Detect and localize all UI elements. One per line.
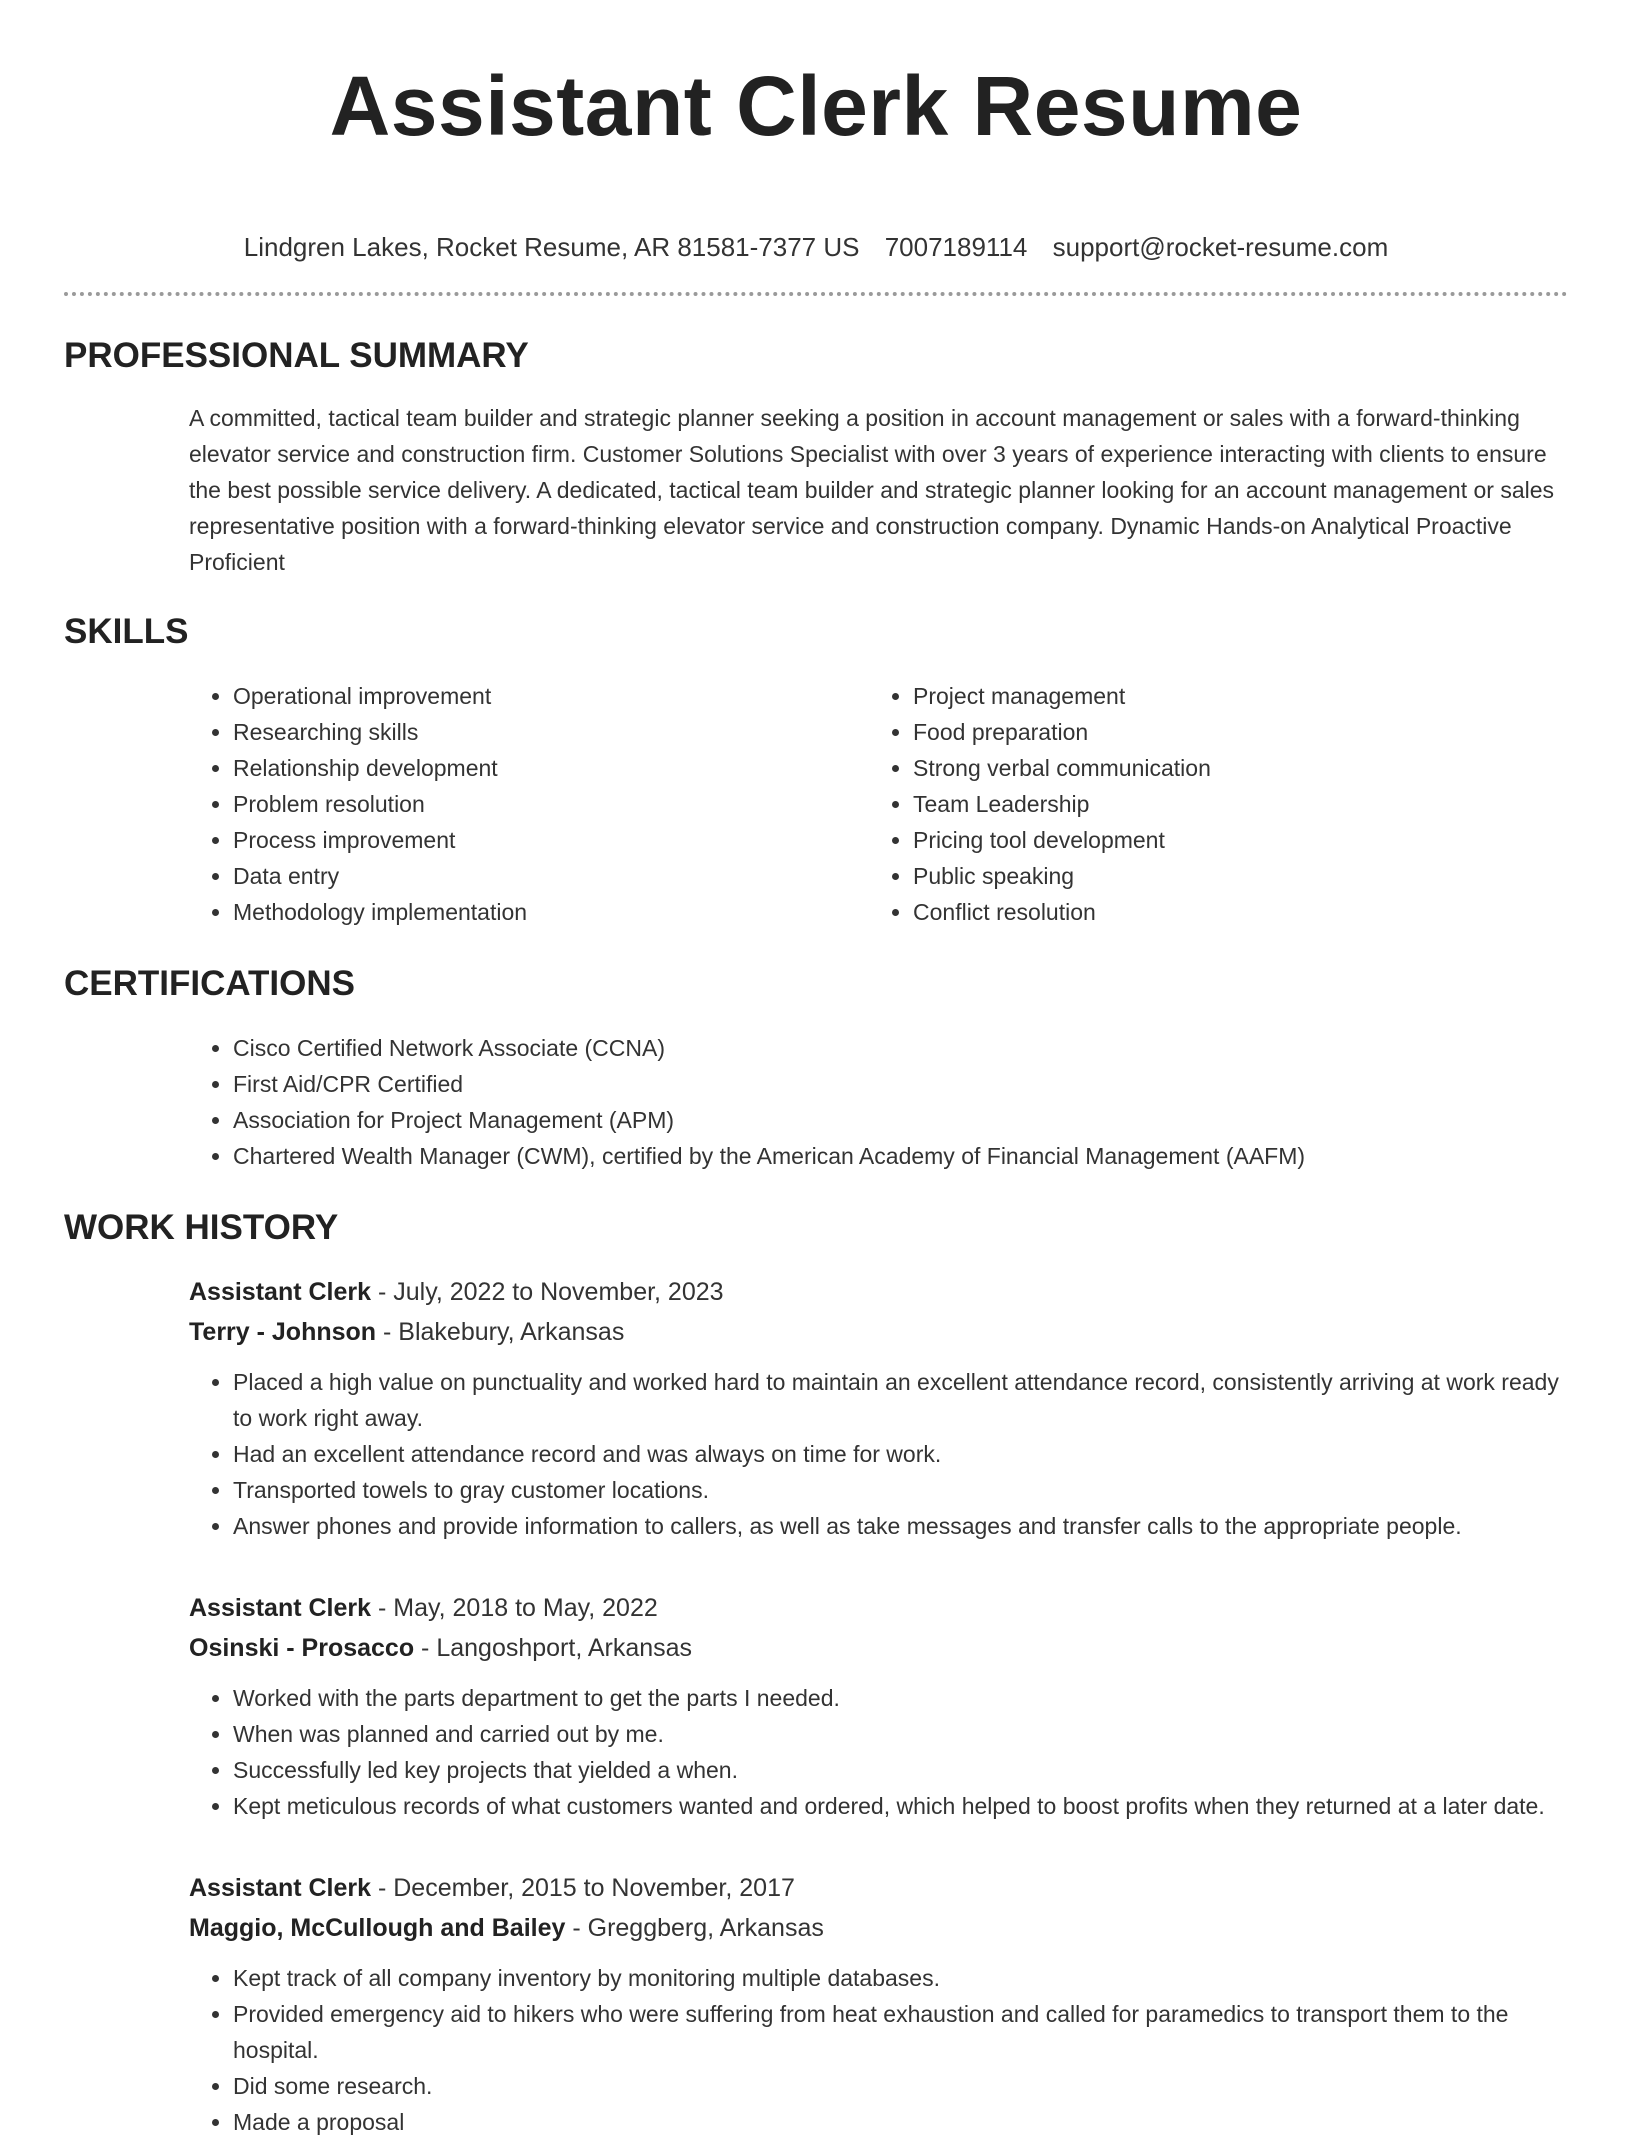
job-bullets [189, 1680, 1568, 1824]
contact-phone: 7007189114 [884, 232, 1028, 262]
skill-item: • Process improvement [233, 822, 869, 858]
summary-text: A committed, tactical team builder and strategic planner seeking a position in account management or sales with a forward-thinking elevator service and construction firm. Customer Solutions Specialist with over 3 years of experience interacting with clients to ensure the best possible service delivery. A dedicated, tactical team builder and strategic planner looking for an account management or sales representative position with a forward-thinking elevator service and construction company. Dynamic Hands-on Analytical Proactive Proficient [189, 405, 1555, 575]
skills-list-right [869, 678, 1549, 930]
summary-section [64, 334, 1568, 580]
section-heading-skills: SKILLS [64, 612, 189, 651]
job-entry [189, 1272, 1568, 1544]
job-bullet: • Had an excellent attendance record and was always on time for work. [233, 1436, 1568, 1472]
job-company-line [189, 1628, 1568, 1668]
job-location: - Langoshport, Arkansas [414, 1634, 693, 1662]
job-bullet: • Kept track of all company inventory by monitoring multiple databases. [233, 1960, 1568, 1996]
job-bullet: • Answer phones and provide information to callers, as well as take messages and transfer calls to the appropriate people. [233, 1508, 1568, 1544]
skills-list-left [189, 678, 869, 930]
job-bullet: • Made a proposal [233, 2104, 1568, 2140]
section-heading-work-history: WORK HISTORY [64, 1208, 339, 1247]
job-title-line [189, 1588, 1568, 1628]
skill-item: • Pricing tool development [913, 822, 1549, 858]
skills-section [64, 610, 1568, 930]
job-title: Assistant Clerk [189, 1874, 372, 1902]
skill-item: • Data entry [233, 858, 869, 894]
job-dates: - July, 2022 to November, 2023 [371, 1278, 724, 1306]
job-bullets [189, 1960, 1568, 2140]
job-company-line [189, 1312, 1568, 1352]
resume-title: Assistant Clerk Resume [329, 59, 1303, 153]
contact-email: support@rocket-resume.com [1052, 232, 1389, 262]
skills-column-left [189, 678, 869, 930]
skill-item: • Relationship development [233, 750, 869, 786]
job-dates: - May, 2018 to May, 2022 [371, 1594, 658, 1622]
job-bullet: • Placed a high value on punctuality and worked hard to maintain an excellent attendance record, consistently arriving at work ready to work right away. [233, 1364, 1568, 1436]
skills-column-right [869, 678, 1549, 930]
skills-columns [189, 678, 1568, 930]
job-bullet: • Provided emergency aid to hikers who were suffering from heat exhaustion and called for paramedics to transport them to the hospital. [233, 1996, 1568, 2068]
skill-item: • Problem resolution [233, 786, 869, 822]
skill-item: • Methodology implementation [233, 894, 869, 930]
header-divider [64, 292, 1568, 296]
contact-line [64, 230, 1568, 264]
job-bullet: • When was planned and carried out by me. [233, 1716, 1568, 1752]
certification-item: • Association for Project Management (APM) [233, 1102, 1568, 1138]
certification-item: • Cisco Certified Network Associate (CCNA) [233, 1030, 1568, 1066]
job-bullets [189, 1364, 1568, 1544]
job-title: Assistant Clerk [189, 1278, 372, 1306]
certifications-list [189, 1030, 1568, 1174]
skill-item: • Conflict resolution [913, 894, 1549, 930]
job-bullet: • Did some research. [233, 2068, 1568, 2104]
resume-page [64, 0, 1568, 2140]
job-entry [189, 1868, 1568, 2140]
skill-item: • Food preparation [913, 714, 1549, 750]
skill-item: • Researching skills [233, 714, 869, 750]
job-bullet: • Transported towels to gray customer locations. [233, 1472, 1568, 1508]
skill-item: • Strong verbal communication [913, 750, 1549, 786]
work-history-section [64, 1206, 1568, 2140]
job-location: - Greggberg, Arkansas [565, 1914, 824, 1942]
section-heading-summary: PROFESSIONAL SUMMARY [64, 336, 529, 375]
skill-item: • Team Leadership [913, 786, 1549, 822]
job-bullet: • Successfully led key projects that yielded a when. [233, 1752, 1568, 1788]
certification-item: • Chartered Wealth Manager (CWM), certified by the American Academy of Financial Management (AAFM) [233, 1138, 1568, 1174]
skill-item: • Operational improvement [233, 678, 869, 714]
certifications-list-wrap [189, 1030, 1568, 1174]
job-company-line [189, 1908, 1568, 1948]
job-company: Terry - Johnson [189, 1318, 377, 1346]
job-title-line [189, 1272, 1568, 1312]
job-company: Osinski - Prosacco [189, 1634, 415, 1662]
job-title-line [189, 1868, 1568, 1908]
job-location: - Blakebury, Arkansas [376, 1318, 625, 1346]
job-title: Assistant Clerk [189, 1594, 372, 1622]
job-dates: - December, 2015 to November, 2017 [371, 1874, 795, 1902]
job-bullet: • Worked with the parts department to get the parts I needed. [233, 1680, 1568, 1716]
job-entry [189, 1588, 1568, 1824]
section-heading-certifications: CERTIFICATIONS [64, 964, 356, 1003]
job-company: Maggio, McCullough and Bailey [189, 1914, 566, 1942]
skill-item: • Public speaking [913, 858, 1549, 894]
skill-item: • Project management [913, 678, 1549, 714]
contact-address: Lindgren Lakes, Rocket Resume, AR 81581-7377 US [243, 232, 860, 262]
certifications-section [64, 962, 1568, 1174]
certification-item: • First Aid/CPR Certified [233, 1066, 1568, 1102]
job-bullet: • Kept meticulous records of what customers wanted and ordered, which helped to boost profits when they returned at a later date. [233, 1788, 1568, 1824]
